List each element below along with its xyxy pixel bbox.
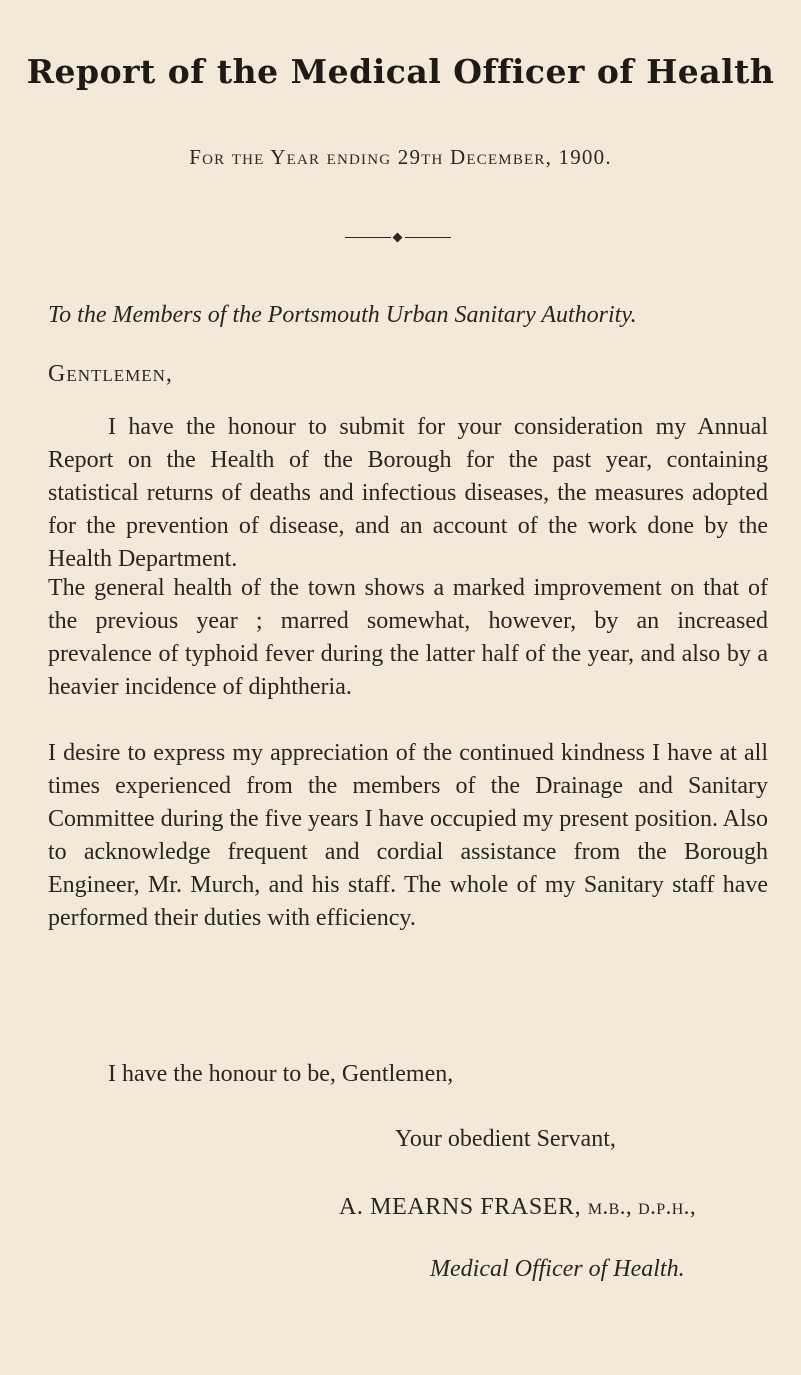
divider-ornament (345, 232, 451, 244)
paragraph-1: I have the honour to submit for your consideration my Annual Report on the Health of the Borough for the past year, containing statistical returns of deaths and infectious diseases, the measures adopted for the prevention of disease, and an account of the work done by the Health Department. (48, 414, 768, 572)
address-line: To the Members of the Portsmouth Urban Sanitary Authority. (48, 302, 637, 328)
sign-off: Your obedient Servant, (395, 1126, 616, 1152)
salutation: Gentlemen, (48, 361, 173, 387)
signatory-name: A. MEARNS FRASER, (339, 1194, 582, 1220)
closing-line: I have the honour to be, Gentlemen, (108, 1061, 454, 1087)
divider-line-right (405, 237, 451, 238)
signatory-title: Medical Officer of Health. (430, 1256, 685, 1282)
diamond-icon (393, 233, 403, 243)
divider-line-left (345, 237, 391, 238)
signatory (339, 1194, 696, 1221)
document-subtitle: For the Year ending 29th December, 1900. (189, 145, 612, 169)
paragraph-2: The general health of the town shows a marked improvement on that of the previous year ; marred somewhat, however, by an increased prevalence of typhoid fever during the latter half of the year, and also by a heavier incidence of diphtheria. (48, 575, 768, 700)
document-title: Report of the Medical Officer of Health (26, 52, 775, 91)
paragraph-3: I desire to express my appreciation of the continued kindness I have at all times experienced from the members of the Drainage and Sanitary Committee during the five years I have occupied my present position. Also to acknowledge frequent and cordial assistance from the Borough Engineer, Mr. Murch, and his staff. The whole of my Sanitary staff have performed their duties with efficiency. (48, 740, 768, 931)
signatory-degrees: m.b., d.p.h., (587, 1194, 696, 1219)
